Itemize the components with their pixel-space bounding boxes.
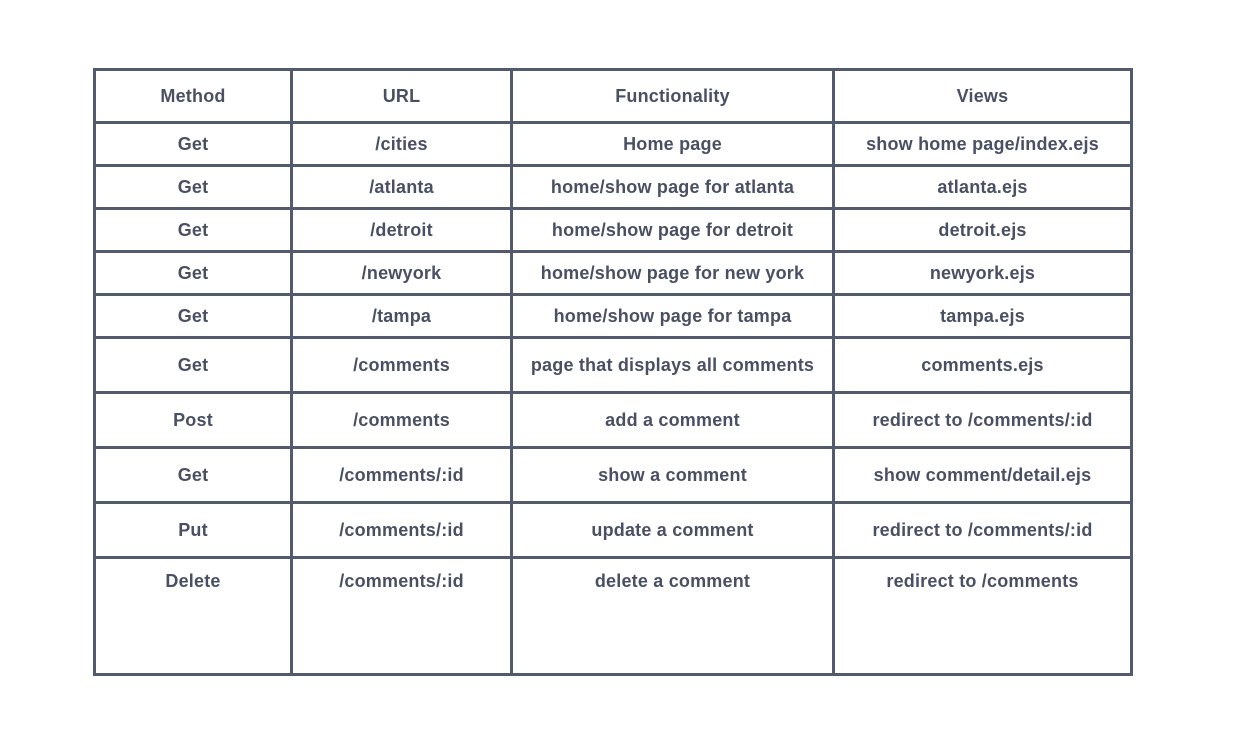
cell-functionality: home/show page for detroit	[512, 209, 834, 252]
cell-url: /comments	[292, 393, 512, 448]
cell-url: /detroit	[292, 209, 512, 252]
cell-url: /newyork	[292, 252, 512, 295]
cell-url: /comments/:id	[292, 448, 512, 503]
cell-views: tampa.ejs	[834, 295, 1132, 338]
cell-views: redirect to /comments/:id	[834, 503, 1132, 558]
cell-method: Put	[95, 503, 292, 558]
table-row	[95, 393, 1132, 448]
cell-functionality: update a comment	[512, 503, 834, 558]
cell-method: Get	[95, 338, 292, 393]
table-row	[95, 166, 1132, 209]
cell-url: /comments	[292, 338, 512, 393]
cell-views: newyork.ejs	[834, 252, 1132, 295]
table-header-row	[95, 70, 1132, 123]
cell-url: /comments/:id	[292, 503, 512, 558]
table-row	[95, 252, 1132, 295]
cell-method: Get	[95, 252, 292, 295]
cell-functionality: Home page	[512, 123, 834, 166]
cell-views: atlanta.ejs	[834, 166, 1132, 209]
cell-functionality: home/show page for atlanta	[512, 166, 834, 209]
cell-views: show home page/index.ejs	[834, 123, 1132, 166]
cell-method: Get	[95, 166, 292, 209]
cell-method: Post	[95, 393, 292, 448]
table-row	[95, 295, 1132, 338]
cell-views: redirect to /comments	[834, 558, 1132, 675]
header-functionality: Functionality	[512, 70, 834, 123]
cell-url: /atlanta	[292, 166, 512, 209]
cell-functionality: home/show page for new york	[512, 252, 834, 295]
cell-views: show comment/detail.ejs	[834, 448, 1132, 503]
table-row	[95, 338, 1132, 393]
table-row	[95, 209, 1132, 252]
routes-table	[93, 68, 1133, 676]
cell-url: /comments/:id	[292, 558, 512, 675]
table-row	[95, 558, 1132, 675]
header-views: Views	[834, 70, 1132, 123]
cell-url: /tampa	[292, 295, 512, 338]
cell-functionality: delete a comment	[512, 558, 834, 675]
table-row	[95, 448, 1132, 503]
cell-functionality: page that displays all comments	[512, 338, 834, 393]
table-row	[95, 503, 1132, 558]
cell-method: Delete	[95, 558, 292, 675]
cell-method: Get	[95, 295, 292, 338]
cell-views: detroit.ejs	[834, 209, 1132, 252]
cell-url: /cities	[292, 123, 512, 166]
cell-views: comments.ejs	[834, 338, 1132, 393]
cell-method: Get	[95, 209, 292, 252]
cell-functionality: add a comment	[512, 393, 834, 448]
header-method: Method	[95, 70, 292, 123]
cell-functionality: home/show page for tampa	[512, 295, 834, 338]
header-url: URL	[292, 70, 512, 123]
cell-method: Get	[95, 123, 292, 166]
cell-method: Get	[95, 448, 292, 503]
table-row	[95, 123, 1132, 166]
cell-views: redirect to /comments/:id	[834, 393, 1132, 448]
cell-functionality: show a comment	[512, 448, 834, 503]
